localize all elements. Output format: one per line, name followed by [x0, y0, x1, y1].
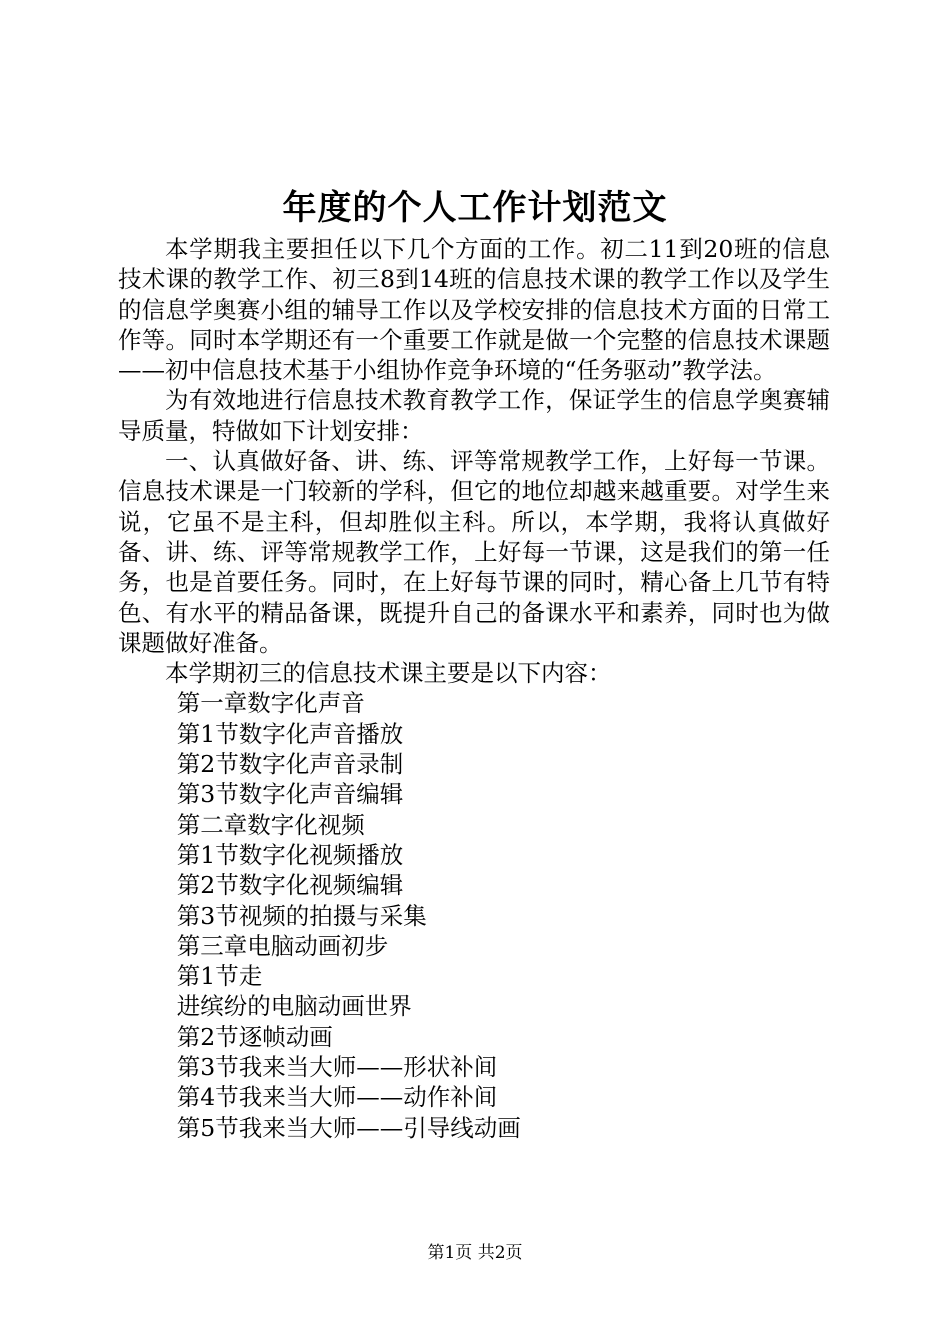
document-body — [118, 234, 830, 1143]
outline-section: 第3节我来当大师——形状补间 — [176, 1053, 498, 1082]
outline-section: 第4节我来当大师——动作补间 — [176, 1083, 498, 1112]
outline-section: 第2节逐帧动画 — [176, 1022, 333, 1051]
paragraph: 本学期初三的信息技术课主要是以下内容： — [165, 659, 612, 688]
outline-chapter: 第三章电脑动画初步 — [176, 931, 389, 960]
outline-section: 第1节走 — [176, 962, 263, 991]
outline-section: 进缤纷的电脑动画世界 — [176, 992, 412, 1021]
outline-section: 第2节数字化视频编辑 — [176, 871, 404, 900]
document-title: 年度的个人工作计划范文 — [282, 188, 668, 228]
outline-section: 第1节数字化声音播放 — [176, 719, 404, 748]
outline-section: 第3节数字化声音编辑 — [176, 780, 404, 809]
paragraph: 本学期我主要担任以下几个方面的工作。初二11到20班的信息技术课的教学工作、初三8到14班的信息技术课的教学工作以及学生的信息学奥赛小组的辅导工作以及学校安排的信息技术方面的日常工作等。同时本学期还有一个重要工作就是做一个完整的信息技术课题——初中信息技术基于小组协作竞争环境的“任务驱动”教学法。 — [118, 235, 830, 385]
outline-section: 第1节数字化视频播放 — [176, 840, 404, 869]
outline-section: 第5节我来当大师——引导线动画 — [176, 1113, 521, 1142]
outline-section: 第3节视频的拍摄与采集 — [176, 901, 427, 930]
paragraph: 为有效地进行信息技术教育教学工作，保证学生的信息学奥赛辅导质量，特做如下计划安排： — [118, 386, 830, 445]
outline-chapter: 第一章数字化声音 — [176, 689, 365, 718]
outline-chapter: 第二章数字化视频 — [176, 810, 365, 839]
paragraph: 一、认真做好备、讲、练、评等常规教学工作，上好每一节课。信息技术课是一门较新的学科，但它的地位却越来越重要。对学生来说，它虽不是主科，但却胜似主科。所以，本学期，我将认真做好备、讲、练、评等常规教学工作，上好每一节课，这是我们的第一任务，也是首要任务。同时，在上好每节课的同时，精心备上几节有特色、有水平的精品备课，既提升自己的备课水平和素养，同时也为做课题做好准备。 — [118, 447, 830, 657]
outline-section: 第2节数字化声音录制 — [176, 750, 404, 779]
page-footer: 第1页 共2页 — [427, 1243, 523, 1263]
